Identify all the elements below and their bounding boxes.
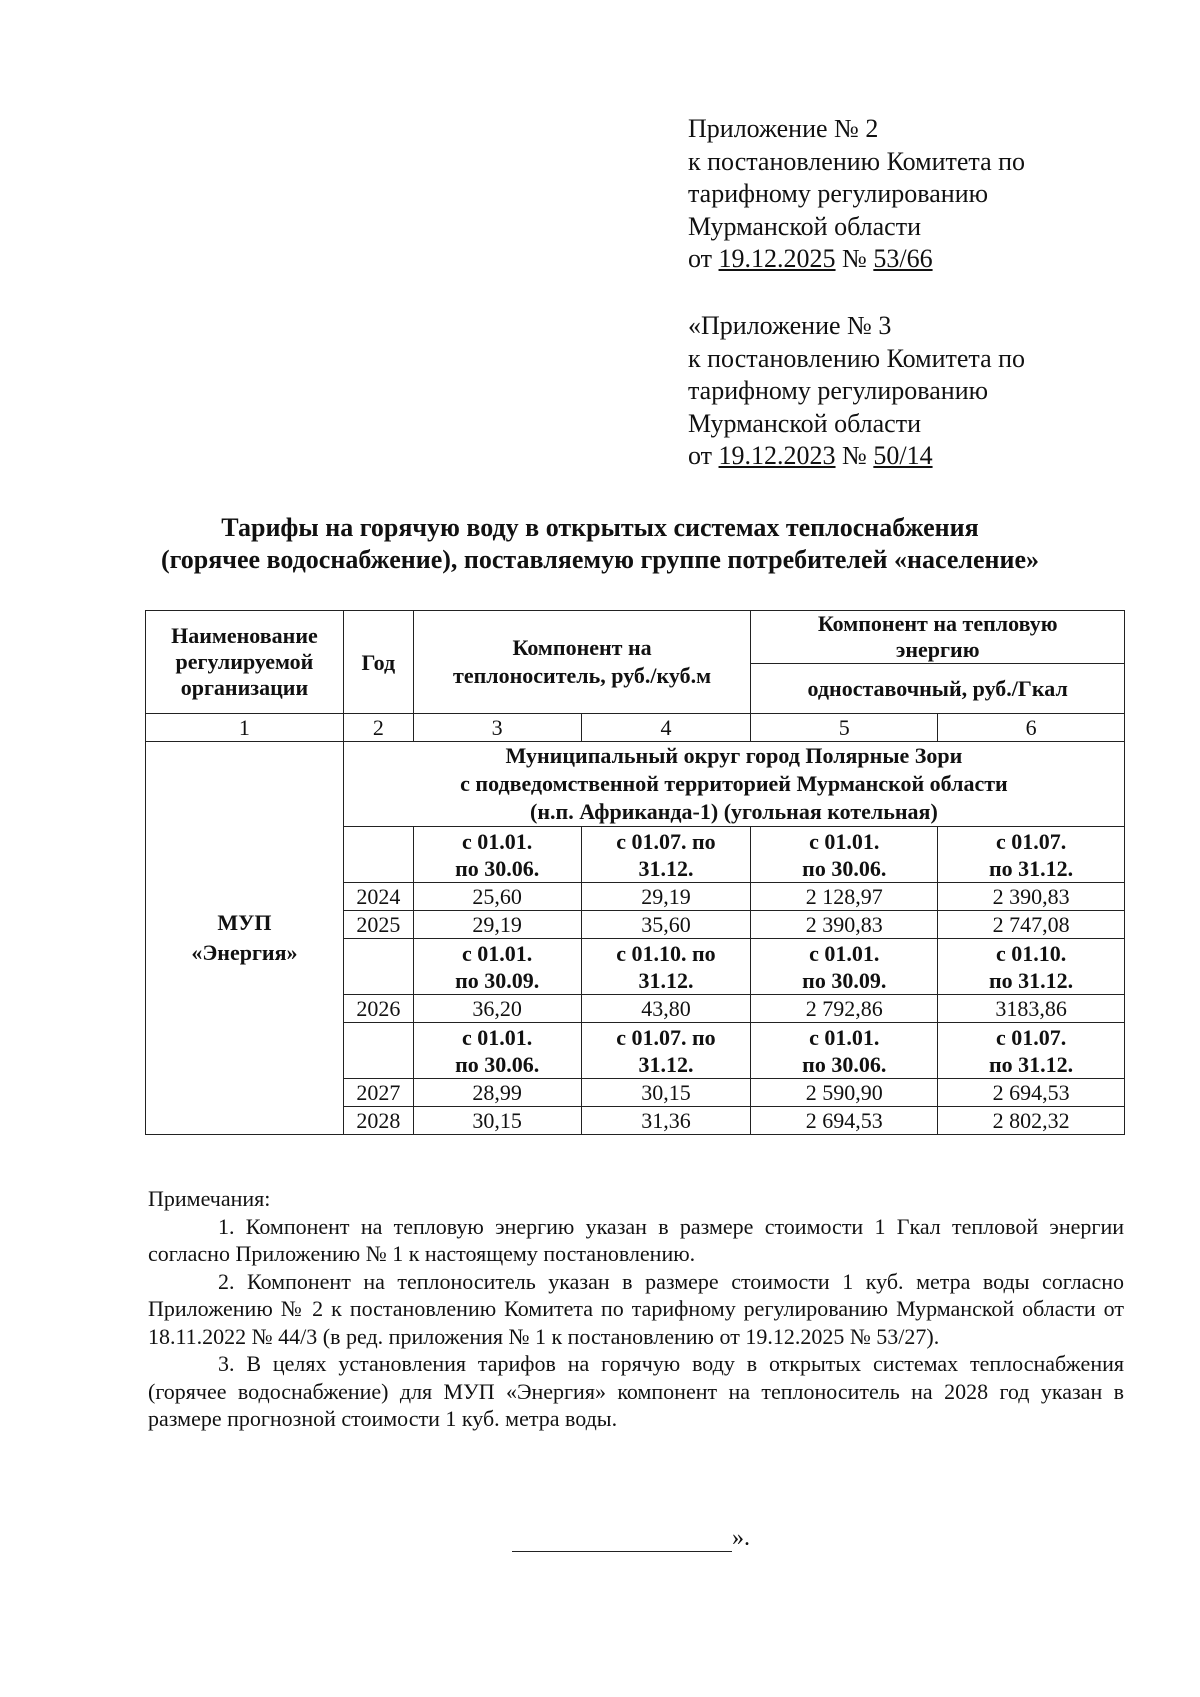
title-line-1: Тарифы на горячую воду в открытых системах теплоснабжения: [221, 513, 979, 542]
year-cell: 2024: [343, 883, 413, 911]
column-number: 6: [938, 714, 1125, 742]
value-cell: 2 802,32: [938, 1107, 1125, 1135]
year-cell-empty: [343, 939, 413, 995]
period-cell: с 01.07. по 31.12.: [581, 827, 751, 883]
period-cell: с 01.01. по 30.06.: [751, 1023, 938, 1079]
year-cell: 2027: [343, 1079, 413, 1107]
year-cell: 2026: [343, 995, 413, 1023]
year-cell: 2028: [343, 1107, 413, 1135]
year-cell-empty: [343, 1023, 413, 1079]
appendix-line: «Приложение № 3: [688, 311, 892, 340]
appendix-date: 19.12.2025: [718, 244, 836, 273]
appendix-line: к постановлению Комитета по: [688, 343, 1026, 373]
period-cell: с 01.10. по 31.12.: [938, 939, 1125, 995]
appendix-line: к постановлению Комитета по: [688, 146, 1026, 176]
period-cell: с 01.01. по 30.06.: [751, 827, 938, 883]
appendix-line: тарифному регулированию: [688, 376, 989, 405]
value-cell: 2 694,53: [751, 1107, 938, 1135]
region-line: Муниципальный округ город Полярные Зори: [505, 743, 963, 768]
region-caption: [343, 742, 1124, 827]
value-cell: 2 792,86: [751, 995, 938, 1023]
period-cell: с 01.01. по 30.09.: [751, 939, 938, 995]
header-year: Год: [343, 611, 413, 714]
appendix-number: 50/14: [873, 441, 933, 470]
note-item: 3. В целях установления тарифов на горячую воду в открытых системах теплоснабжения (горячее водоснабжение) для МУП «Энергия» компонент на теплоноситель на 2028 год указан в размере прогнозной стоимости 1 куб. метра воды.: [148, 1351, 1124, 1431]
value-cell: 2 128,97: [751, 883, 938, 911]
value-cell: 2 390,83: [938, 883, 1125, 911]
value-cell: 2 694,53: [938, 1079, 1125, 1107]
header-energy: Компонент на тепловую энергию: [751, 611, 1125, 664]
year-cell-empty: [343, 827, 413, 883]
appendix-line: Приложение № 2: [688, 114, 879, 143]
period-cell: с 01.07. по 31.12.: [938, 1023, 1125, 1079]
notes-section: [148, 1185, 1124, 1433]
title-line-2: (горячее водоснабжение), поставляемую группе потребителей «население»: [160, 545, 1040, 574]
appendix-line: Мурманской области: [688, 408, 921, 438]
tariff-table: [145, 610, 1125, 1135]
period-cell: с 01.07. по 31.12.: [581, 1023, 751, 1079]
value-cell: 28,99: [413, 1079, 581, 1107]
organization-name: МУП «Энергия»: [146, 742, 344, 1135]
appendix-line: Мурманской области: [688, 211, 921, 241]
document-title: [100, 512, 1100, 576]
value-cell: 2 590,90: [751, 1079, 938, 1107]
column-number: 5: [751, 714, 938, 742]
period-cell: с 01.10. по 31.12.: [581, 939, 751, 995]
value-cell: 30,15: [581, 1079, 751, 1107]
note-item: 2. Компонент на теплоноситель указан в размере стоимости 1 куб. метра воды согласно Приложению № 2 к постановлению Комитета по тарифному регулированию Мурманской области от 18.11.2022 № 44/3 (в ред. приложения № 1 к постановлению от 19.12.2025 № 53/27).: [148, 1268, 1124, 1349]
header-carrier: Компонент на теплоноситель, руб./куб.м: [413, 611, 751, 714]
appendix-number: 53/66: [873, 244, 933, 273]
closing-mark: [512, 1525, 750, 1552]
value-cell: 3183,86: [938, 995, 1125, 1023]
header-energy-sub: одноставочный, руб./Гкал: [751, 664, 1125, 714]
signature-line: [512, 1550, 732, 1552]
value-cell: 36,20: [413, 995, 581, 1023]
column-number: 2: [343, 714, 413, 742]
value-cell: 2 390,83: [751, 911, 938, 939]
value-cell: 29,19: [581, 883, 751, 911]
appendix-date: 19.12.2023: [718, 441, 836, 470]
period-cell: с 01.01. по 30.06.: [413, 1023, 581, 1079]
appendix-original-header: [688, 310, 1025, 473]
value-cell: 35,60: [581, 911, 751, 939]
notes-heading: Примечания:: [148, 1186, 271, 1211]
note-item: 1. Компонент на тепловую энергию указан в размере стоимости 1 Гкал тепловой энергии согласно Приложению № 1 к настоящему постановлению.: [148, 1213, 1124, 1266]
region-line: с подведомственной территорией Мурманской области: [460, 771, 1008, 796]
value-cell: 30,15: [413, 1107, 581, 1135]
value-cell: 29,19: [413, 911, 581, 939]
period-cell: с 01.07. по 31.12.: [938, 827, 1125, 883]
appendix-date-line: от 19.12.2025 № 53/66: [688, 244, 933, 273]
year-cell: 2025: [343, 911, 413, 939]
column-number: 1: [146, 714, 344, 742]
value-cell: 31,36: [581, 1107, 751, 1135]
header-org: Наименование регулируемой организации: [146, 611, 344, 714]
closing-quote: ».: [732, 1525, 750, 1551]
appendix-date-line: от 19.12.2023 № 50/14: [688, 441, 933, 470]
value-cell: 43,80: [581, 995, 751, 1023]
column-number: 4: [581, 714, 751, 742]
region-line: (н.п. Африканда-1) (угольная котельная): [530, 799, 938, 824]
value-cell: 25,60: [413, 883, 581, 911]
appendix-line: тарифному регулированию: [688, 179, 989, 208]
appendix-current-header: [688, 113, 1025, 276]
period-cell: с 01.01. по 30.06.: [413, 827, 581, 883]
column-number: 3: [413, 714, 581, 742]
period-cell: с 01.01. по 30.09.: [413, 939, 581, 995]
value-cell: 2 747,08: [938, 911, 1125, 939]
